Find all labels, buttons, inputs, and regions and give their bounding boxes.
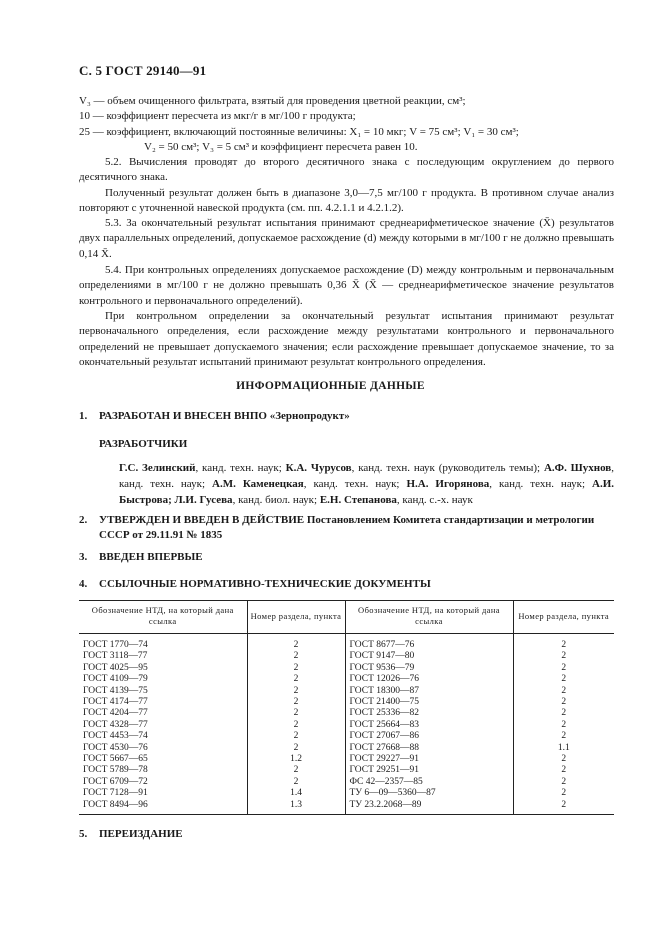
cell-section: 2 xyxy=(247,634,345,652)
developer-name: А.М. Каменецкая xyxy=(212,478,304,490)
section-4 xyxy=(79,577,614,592)
developer-role: канд. техн. наук xyxy=(202,462,279,474)
table-row xyxy=(79,777,614,788)
cell-section: 2 xyxy=(513,788,614,799)
cell-section: 2 xyxy=(247,743,345,754)
cell-designation: ГОСТ 6709—72 xyxy=(83,776,148,787)
cell-section: 1.2 xyxy=(247,754,345,765)
cell-section: 2 xyxy=(247,651,345,662)
cell-designation: ГОСТ 3118—77 xyxy=(83,651,148,662)
section-3 xyxy=(79,550,614,565)
developers-title: РАЗРАБОТЧИКИ xyxy=(99,438,188,450)
cell-section: 2 xyxy=(247,765,345,776)
cell-designation: ГОСТ 9536—79 xyxy=(345,663,513,674)
cell-section: 2 xyxy=(247,674,345,685)
section-2-number: 2. xyxy=(79,514,88,526)
header-designation: Обозначение НТД, на который дана ссылка xyxy=(345,601,513,634)
cell-section: 2 xyxy=(247,731,345,742)
table-row xyxy=(79,765,614,776)
developers-list: Г.С. Зелинский, канд. техн. наук; К.А. Чурусов, канд. техн. наук (руководитель темы); А.Ф. Шухнов, канд. техн. наук; А.М. Каменецкая, канд. техн. наук; Н.А. Игорянова, канд. техн. наук; А.И. Быстрова; Л.И. Гусева, канд. биол. наук; Е.Н. Степанова, канд. с.-х. наук xyxy=(119,462,615,506)
developer-role: канд. техн. наук xyxy=(499,478,582,490)
cell-section: 1.1 xyxy=(513,743,614,754)
developer-role: канд. техн. наук xyxy=(119,478,202,490)
table-row xyxy=(79,651,614,662)
info-title: ИНФОРМАЦИОННЫЕ ДАННЫЕ xyxy=(236,380,425,392)
paragraph-5-3: 5.3. За окончательный результат испытания принимают среднеарифметическое значение (X̄) результатов двух параллельных определений, допускаемое расхождение (d) между которыми в мг/100 г не должно превышать 0,14 X̄. xyxy=(79,217,614,260)
cell-section: 2 xyxy=(247,663,345,674)
cell-designation: ГОСТ 18300—87 xyxy=(345,686,513,697)
cell-section: 2 xyxy=(247,708,345,719)
cell-designation: ГОСТ 8677—76 xyxy=(345,634,513,652)
table-row xyxy=(79,686,614,697)
section-3-text: ВВЕДЕН ВПЕРВЫЕ xyxy=(99,551,203,563)
developer-name: А.И. Быстрова; Л.И. Гусева xyxy=(119,478,615,506)
cell-section: 2 xyxy=(513,731,614,742)
cell-section: 2 xyxy=(513,777,614,788)
cell-designation: ГОСТ 9147—80 xyxy=(345,651,513,662)
cell-section: 2 xyxy=(513,754,614,765)
cell-designation: ГОСТ 4328—77 xyxy=(83,719,148,730)
cell-designation: ГОСТ 5789—78 xyxy=(83,765,148,776)
paragraph-control: При контрольном определении за окончательный результат испытания принимают результат первоначального определения, если расхождение между результатами контрольного и первоначального определений не превышает допускаемого значения; если расхождение превышает допускаемое значение, то за окончательный результат испытаний принимают результат контрольного определения. xyxy=(79,310,614,369)
table-row xyxy=(79,731,614,742)
developer-name: К.А. Чурусов xyxy=(285,462,352,474)
section-4-number: 4. xyxy=(79,578,88,590)
cell-section: 2 xyxy=(513,697,614,708)
cell-designation: ГОСТ 7128—91 xyxy=(83,788,148,799)
table-row xyxy=(79,743,614,754)
cell-section: 2 xyxy=(513,686,614,697)
section-2 xyxy=(79,513,614,543)
cell-designation: ТУ 23.2.2068—89 xyxy=(345,800,513,815)
table-row xyxy=(79,697,614,708)
table-row xyxy=(79,663,614,674)
developer-name: А.Ф. Шухнов xyxy=(543,462,612,474)
developer-role: канд. с.-х. наук xyxy=(402,494,473,506)
cell-designation: ТУ 6—09—5360—87 xyxy=(345,788,513,799)
developer-name: Г.С. Зелинский xyxy=(119,462,196,474)
header-designation: Обозначение НТД, на который дана ссылка xyxy=(79,601,247,634)
cell-section: 2 xyxy=(513,634,614,652)
table-row xyxy=(79,634,614,652)
table-row xyxy=(79,720,614,731)
header-section: Номер раздела, пункта xyxy=(247,601,345,634)
definition-10: 10 — коэффициент пересчета из мкг/г в мг/100 г продукта; xyxy=(79,110,356,123)
cell-section: 2 xyxy=(513,663,614,674)
cell-section: 2 xyxy=(513,765,614,776)
cell-section: 2 xyxy=(513,708,614,719)
table-header-row xyxy=(79,601,614,634)
cell-section: 1.4 xyxy=(247,788,345,799)
section-5 xyxy=(79,827,614,842)
paragraph-5-4: 5.4. При контрольных определениях допускаемое расхождение (D) между контрольным и первоначальным определениями в мг/100 г не должно превышать 0,36 X̄ (X̄ — среднеарифметическое значение результатов контрольного и первоначального определений). xyxy=(79,264,614,307)
cell-section: 2 xyxy=(247,720,345,731)
cell-section: 2 xyxy=(513,800,614,815)
cell-designation: ФС 42—2357—85 xyxy=(345,777,513,788)
developer-name: Н.А. Игорянова xyxy=(406,478,490,490)
cell-section: 2 xyxy=(513,720,614,731)
section-3-number: 3. xyxy=(79,551,88,563)
section-5-number: 5. xyxy=(79,828,88,840)
definition-25-continued: V₂ = 50 см³; V₃ = 5 см³ и коэффициент пересчета равен 10. xyxy=(144,141,418,154)
cell-designation: ГОСТ 25336—82 xyxy=(345,708,513,719)
paragraph-5-2-range: Полученный результат должен быть в диапазоне 3,0—7,5 мг/100 г продукта. В противном случае анализ повторяют с уточненной навеской продукта (см. пп. 4.2.1.1 и 4.2.1.2). xyxy=(79,187,614,215)
table-row xyxy=(79,708,614,719)
section-4-text: ССЫЛОЧНЫЕ НОРМАТИВНО-ТЕХНИЧЕСКИЕ ДОКУМЕНТЫ xyxy=(99,578,431,590)
references-table xyxy=(79,600,614,815)
header-section: Номер раздела, пункта xyxy=(513,601,614,634)
page-header: С. 5 ГОСТ 29140—91 xyxy=(79,63,207,78)
cell-designation: ГОСТ 8494—96 xyxy=(79,800,247,815)
developer-role: канд. техн. наук (руководитель темы) xyxy=(358,462,538,474)
cell-designation: ГОСТ 12026—76 xyxy=(345,674,513,685)
paragraph-5-2: 5.2. Вычисления проводят до второго десятичного знака с последующим округлением до первого десятичного знака. xyxy=(79,156,614,184)
developer-role: канд. техн. наук xyxy=(313,478,397,490)
developer-role: канд. биол. наук xyxy=(238,494,314,506)
cell-designation: ГОСТ 4204—77 xyxy=(83,708,148,719)
cell-designation: ГОСТ 4109—79 xyxy=(83,674,148,685)
cell-designation: ГОСТ 4453—74 xyxy=(83,731,148,742)
cell-designation: ГОСТ 4139—75 xyxy=(83,685,148,696)
cell-section: 2 xyxy=(247,697,345,708)
table-row xyxy=(79,800,614,815)
cell-designation: ГОСТ 1770—74 xyxy=(83,640,148,650)
cell-section: 2 xyxy=(247,686,345,697)
section-1 xyxy=(79,409,614,424)
variable-definitions xyxy=(79,94,614,156)
definition-25: 25 — коэффициент, включающий постоянные величины: X₁ = 10 мкг; V = 75 см³; V₁ = 30 см³; xyxy=(79,125,519,138)
cell-designation: ГОСТ 27067—86 xyxy=(345,731,513,742)
section-1-number: 1. xyxy=(79,410,88,422)
section-2-text: УТВЕРЖДЕН И ВВЕДЕН В ДЕЙСТВИЕ Постановлением Комитета стандартизации и метрологии СССР от 29.11.91 № 1835 xyxy=(99,514,595,541)
table-row xyxy=(79,788,614,799)
developer-name: Е.Н. Степанова xyxy=(319,494,397,506)
cell-section: 2 xyxy=(247,777,345,788)
cell-section: 1.3 xyxy=(247,800,345,815)
table-row xyxy=(79,754,614,765)
cell-designation: ГОСТ 29227—91 xyxy=(345,754,513,765)
cell-designation: ГОСТ 4530—76 xyxy=(83,742,148,753)
cell-designation: ГОСТ 29251—91 xyxy=(345,765,513,776)
cell-designation: ГОСТ 25664—83 xyxy=(345,720,513,731)
cell-designation: ГОСТ 5667—65 xyxy=(83,754,148,765)
cell-section: 2 xyxy=(513,674,614,685)
section-1-text: РАЗРАБОТАН И ВНЕСЕН ВНПО «Зернопродукт» xyxy=(99,410,350,422)
definition-v3: V₃ — объем очищенного фильтрата, взятый для проведения цветной реакции, см³; xyxy=(79,95,466,107)
cell-designation: ГОСТ 4174—77 xyxy=(83,697,148,708)
cell-section: 2 xyxy=(513,651,614,662)
cell-designation: ГОСТ 21400—75 xyxy=(345,697,513,708)
cell-designation: ГОСТ 4025—95 xyxy=(83,662,148,673)
table-body xyxy=(79,634,614,815)
section-5-text: ПЕРЕИЗДАНИЕ xyxy=(99,828,183,840)
table-row xyxy=(79,674,614,685)
cell-designation: ГОСТ 27668—88 xyxy=(345,743,513,754)
